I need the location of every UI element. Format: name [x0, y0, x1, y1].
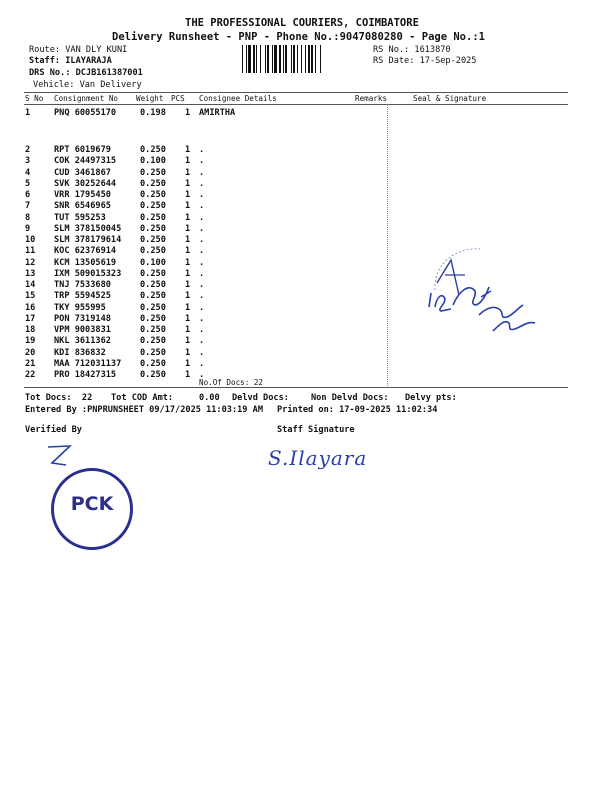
cell-weight: 0.250 — [140, 370, 166, 380]
cell-sno: 22 — [25, 370, 36, 380]
cell-consignee: . — [199, 167, 205, 178]
cell-consignment-no: KDI 836832 — [54, 347, 106, 358]
cell-sno: 8 — [25, 212, 31, 223]
cell-consignment-no: SVK 30252644 — [54, 178, 117, 189]
cell-weight: 0.250 — [140, 280, 166, 290]
cell-weight: 0.250 — [140, 201, 166, 212]
cell-pcs: 1 — [185, 201, 191, 212]
cell-consignee: . — [199, 246, 205, 257]
cell-consignee: AMIRTHA — [199, 108, 236, 118]
cell-consignee: . — [199, 280, 205, 290]
cell-consignment-no: SLM 378150045 — [54, 223, 122, 234]
cell-pcs: 1 — [185, 257, 191, 268]
delvd-docs: Delvd Docs: — [232, 393, 289, 403]
cell-sno: 1 — [25, 108, 31, 118]
barcode-bar — [246, 45, 247, 73]
cell-weight: 0.250 — [140, 167, 166, 178]
cell-consignee: . — [199, 370, 205, 380]
cell-pcs: 1 — [185, 223, 191, 234]
barcode — [242, 45, 368, 73]
table-row — [0, 179, 600, 190]
cell-sno: 13 — [25, 268, 36, 279]
barcode-bar — [256, 45, 257, 73]
cell-consignee: . — [199, 302, 205, 313]
cell-weight: 0.250 — [140, 212, 166, 223]
cell-pcs: 1 — [185, 302, 191, 313]
col-consignee: Consignee Details — [199, 94, 277, 103]
cell-weight: 0.250 — [140, 223, 166, 234]
cell-sno: 20 — [25, 347, 36, 358]
barcode-bar — [291, 45, 292, 73]
cell-consignee: . — [199, 212, 205, 223]
cell-weight: 0.250 — [140, 358, 166, 369]
no-of-docs: No.Of Docs: 22 — [199, 378, 264, 387]
cell-consignment-no: SNR 6546965 — [54, 201, 111, 212]
cell-pcs: 1 — [185, 280, 191, 290]
cell-pcs: 1 — [185, 325, 191, 335]
cell-weight: 0.250 — [140, 145, 166, 155]
barcode-bar — [311, 45, 313, 73]
cell-consignment-no: IXM 509015323 — [54, 268, 122, 279]
barcode-bar — [320, 45, 321, 73]
barcode-bar — [265, 45, 266, 73]
cell-sno: 19 — [25, 336, 36, 347]
col-pcs: PCS — [171, 94, 185, 103]
cell-consignee: . — [199, 336, 205, 347]
col-consignment: Consignment No — [54, 94, 119, 103]
cell-pcs: 1 — [185, 268, 191, 279]
cell-consignment-no: SLM 378179614 — [54, 235, 122, 245]
cell-weight: 0.250 — [140, 325, 166, 335]
cell-sno: 18 — [25, 325, 36, 335]
cell-weight: 0.250 — [140, 302, 166, 313]
table-row — [0, 348, 600, 359]
barcode-bar — [274, 45, 277, 73]
table-row — [0, 213, 600, 224]
table-row — [0, 224, 600, 235]
cell-consignment-no: KOC 62376914 — [54, 246, 117, 257]
cell-pcs: 1 — [185, 336, 191, 347]
cell-sno: 12 — [25, 257, 36, 268]
verified-by-label: Verified By — [25, 425, 82, 435]
cell-sno: 4 — [25, 167, 31, 178]
barcode-bar — [248, 45, 251, 73]
barcode-bar — [293, 45, 295, 73]
rs-date: RS Date: 17-Sep-2025 — [373, 56, 477, 66]
cell-pcs: 1 — [185, 212, 191, 223]
cell-weight: 0.250 — [140, 190, 166, 200]
barcode-bar — [242, 45, 243, 73]
pck-stamp-text: PCK — [70, 493, 114, 515]
barcode-bar — [267, 45, 269, 73]
cell-consignee: . — [199, 190, 205, 200]
runsheet-subtitle: Delivery Runsheet - PNP - Phone No.:9047080280 - Page No.:1 — [112, 31, 485, 43]
cell-consignee: . — [199, 268, 205, 279]
cell-pcs: 1 — [185, 145, 191, 155]
cell-consignment-no: CUD 3461867 — [54, 167, 111, 178]
cell-consignee: . — [199, 223, 205, 234]
cell-weight: 0.250 — [140, 178, 166, 189]
table-top-rule — [24, 92, 568, 93]
tot-docs: Tot Docs: 22 — [25, 393, 93, 403]
cell-consignee: . — [199, 235, 205, 245]
table-row — [0, 108, 600, 119]
table-row — [0, 359, 600, 370]
col-weight: Weight — [136, 94, 164, 103]
table-row — [0, 370, 600, 381]
cell-pcs: 1 — [185, 246, 191, 257]
cell-sno: 15 — [25, 291, 36, 302]
cell-weight: 0.250 — [140, 313, 166, 324]
cell-pcs: 1 — [185, 313, 191, 324]
cell-pcs: 1 — [185, 358, 191, 369]
route-label: Route: VAN DLY KUNI — [29, 45, 128, 55]
table-row — [0, 156, 600, 167]
cell-weight: 0.198 — [140, 108, 166, 118]
table-header-rule — [24, 104, 568, 105]
rs-number: RS No.: 1613870 — [373, 45, 451, 55]
cell-consignment-no: TKY 955995 — [54, 302, 106, 313]
cell-pcs: 1 — [185, 291, 191, 302]
delivery-signature — [415, 235, 565, 340]
delvy-pts: Delvy pts: — [405, 393, 457, 403]
barcode-bar — [308, 45, 310, 73]
cell-consignee: . — [199, 156, 205, 167]
cell-consignment-no: VRR 1795450 — [54, 190, 111, 200]
non-delvd-docs: Non Delvd Docs: — [311, 393, 389, 403]
cell-pcs: 1 — [185, 178, 191, 189]
col-seal: Seal & Signature — [413, 94, 487, 103]
cell-sno: 6 — [25, 190, 31, 200]
barcode-bar — [260, 45, 261, 73]
cell-weight: 0.250 — [140, 291, 166, 302]
staff-label: Staff: ILAYARAJA — [29, 56, 112, 66]
cell-consignment-no: TUT 595253 — [54, 212, 106, 223]
cell-pcs: 1 — [185, 167, 191, 178]
cell-sno: 3 — [25, 156, 31, 167]
cell-weight: 0.250 — [140, 347, 166, 358]
cell-pcs: 1 — [185, 370, 191, 380]
table-row — [0, 190, 600, 201]
cell-consignment-no: MAA 712031137 — [54, 358, 122, 369]
cell-sno: 21 — [25, 358, 36, 369]
company-title: THE PROFESSIONAL COURIERS, COIMBATORE — [185, 17, 419, 29]
staff-signature-label: Staff Signature — [277, 425, 355, 435]
cell-pcs: 1 — [185, 108, 191, 118]
cell-consignee: . — [199, 145, 205, 155]
barcode-bar — [285, 45, 287, 73]
cell-consignee: . — [199, 201, 205, 212]
cell-consignee: . — [199, 313, 205, 324]
cell-sno: 14 — [25, 280, 36, 290]
cell-sno: 16 — [25, 302, 36, 313]
cell-consignee: . — [199, 358, 205, 369]
table-row — [0, 145, 600, 156]
barcode-bar — [253, 45, 255, 73]
barcode-bar — [315, 45, 316, 73]
cell-sno: 7 — [25, 201, 31, 212]
cell-weight: 0.100 — [140, 257, 166, 268]
printed-on: Printed on: 17-09-2025 11:02:34 — [277, 405, 438, 415]
vehicle-label: Vehicle: Van Delivery — [33, 80, 142, 90]
cell-weight: 0.250 — [140, 268, 166, 279]
cell-consignment-no: PON 7319148 — [54, 313, 111, 324]
verifier-signature — [40, 443, 80, 473]
barcode-bar — [283, 45, 284, 73]
barcode-bar — [305, 45, 306, 73]
cell-sno: 2 — [25, 145, 31, 155]
table-row — [0, 201, 600, 212]
cell-sno: 11 — [25, 246, 36, 257]
cell-weight: 0.250 — [140, 246, 166, 257]
tot-cod-amt: Tot COD Amt: 0.00 — [111, 393, 220, 403]
cell-pcs: 1 — [185, 235, 191, 245]
cell-sno: 5 — [25, 178, 31, 189]
cell-consignee: . — [199, 347, 205, 358]
cell-consignee: . — [199, 257, 205, 268]
cell-consignment-no: VPM 9003831 — [54, 325, 111, 335]
barcode-bar — [279, 45, 281, 73]
barcode-bar — [301, 45, 302, 73]
staff-signature: S.Ilayara — [268, 446, 368, 470]
barcode-bar — [297, 45, 298, 73]
entered-by: Entered By :PNPRUNSHEET 09/17/2025 11:03:19 AM — [25, 405, 263, 415]
cell-consignment-no: PRO 18427315 — [54, 370, 117, 380]
cell-pcs: 1 — [185, 156, 191, 167]
table-bottom-rule — [24, 387, 568, 388]
cell-consignment-no: TNJ 7533680 — [54, 280, 111, 290]
cell-consignee: . — [199, 291, 205, 302]
cell-sno: 10 — [25, 235, 36, 245]
cell-weight: 0.100 — [140, 156, 166, 167]
cell-consignment-no: TRP 5594525 — [54, 291, 111, 302]
cell-sno: 9 — [25, 223, 31, 234]
cell-weight: 0.250 — [140, 336, 166, 347]
cell-consignment-no: RPT 6019679 — [54, 145, 111, 155]
barcode-bar — [272, 45, 273, 73]
cell-consignee: . — [199, 178, 205, 189]
col-sno: S No — [25, 94, 44, 103]
col-remarks: Remarks — [355, 94, 388, 103]
cell-sno: 17 — [25, 313, 36, 324]
cell-pcs: 1 — [185, 190, 191, 200]
drs-number: DRS No.: DCJB161387001 — [29, 68, 143, 78]
cell-weight: 0.250 — [140, 235, 166, 245]
cell-pcs: 1 — [185, 347, 191, 358]
cell-consignee: . — [199, 325, 205, 335]
cell-consignment-no: KCM 13505619 — [54, 257, 117, 268]
table-row — [0, 168, 600, 179]
cell-consignment-no: NKL 3611362 — [54, 336, 111, 347]
cell-consignment-no: PNQ 60055170 — [54, 108, 117, 118]
cell-consignment-no: COK 24497315 — [54, 156, 117, 167]
